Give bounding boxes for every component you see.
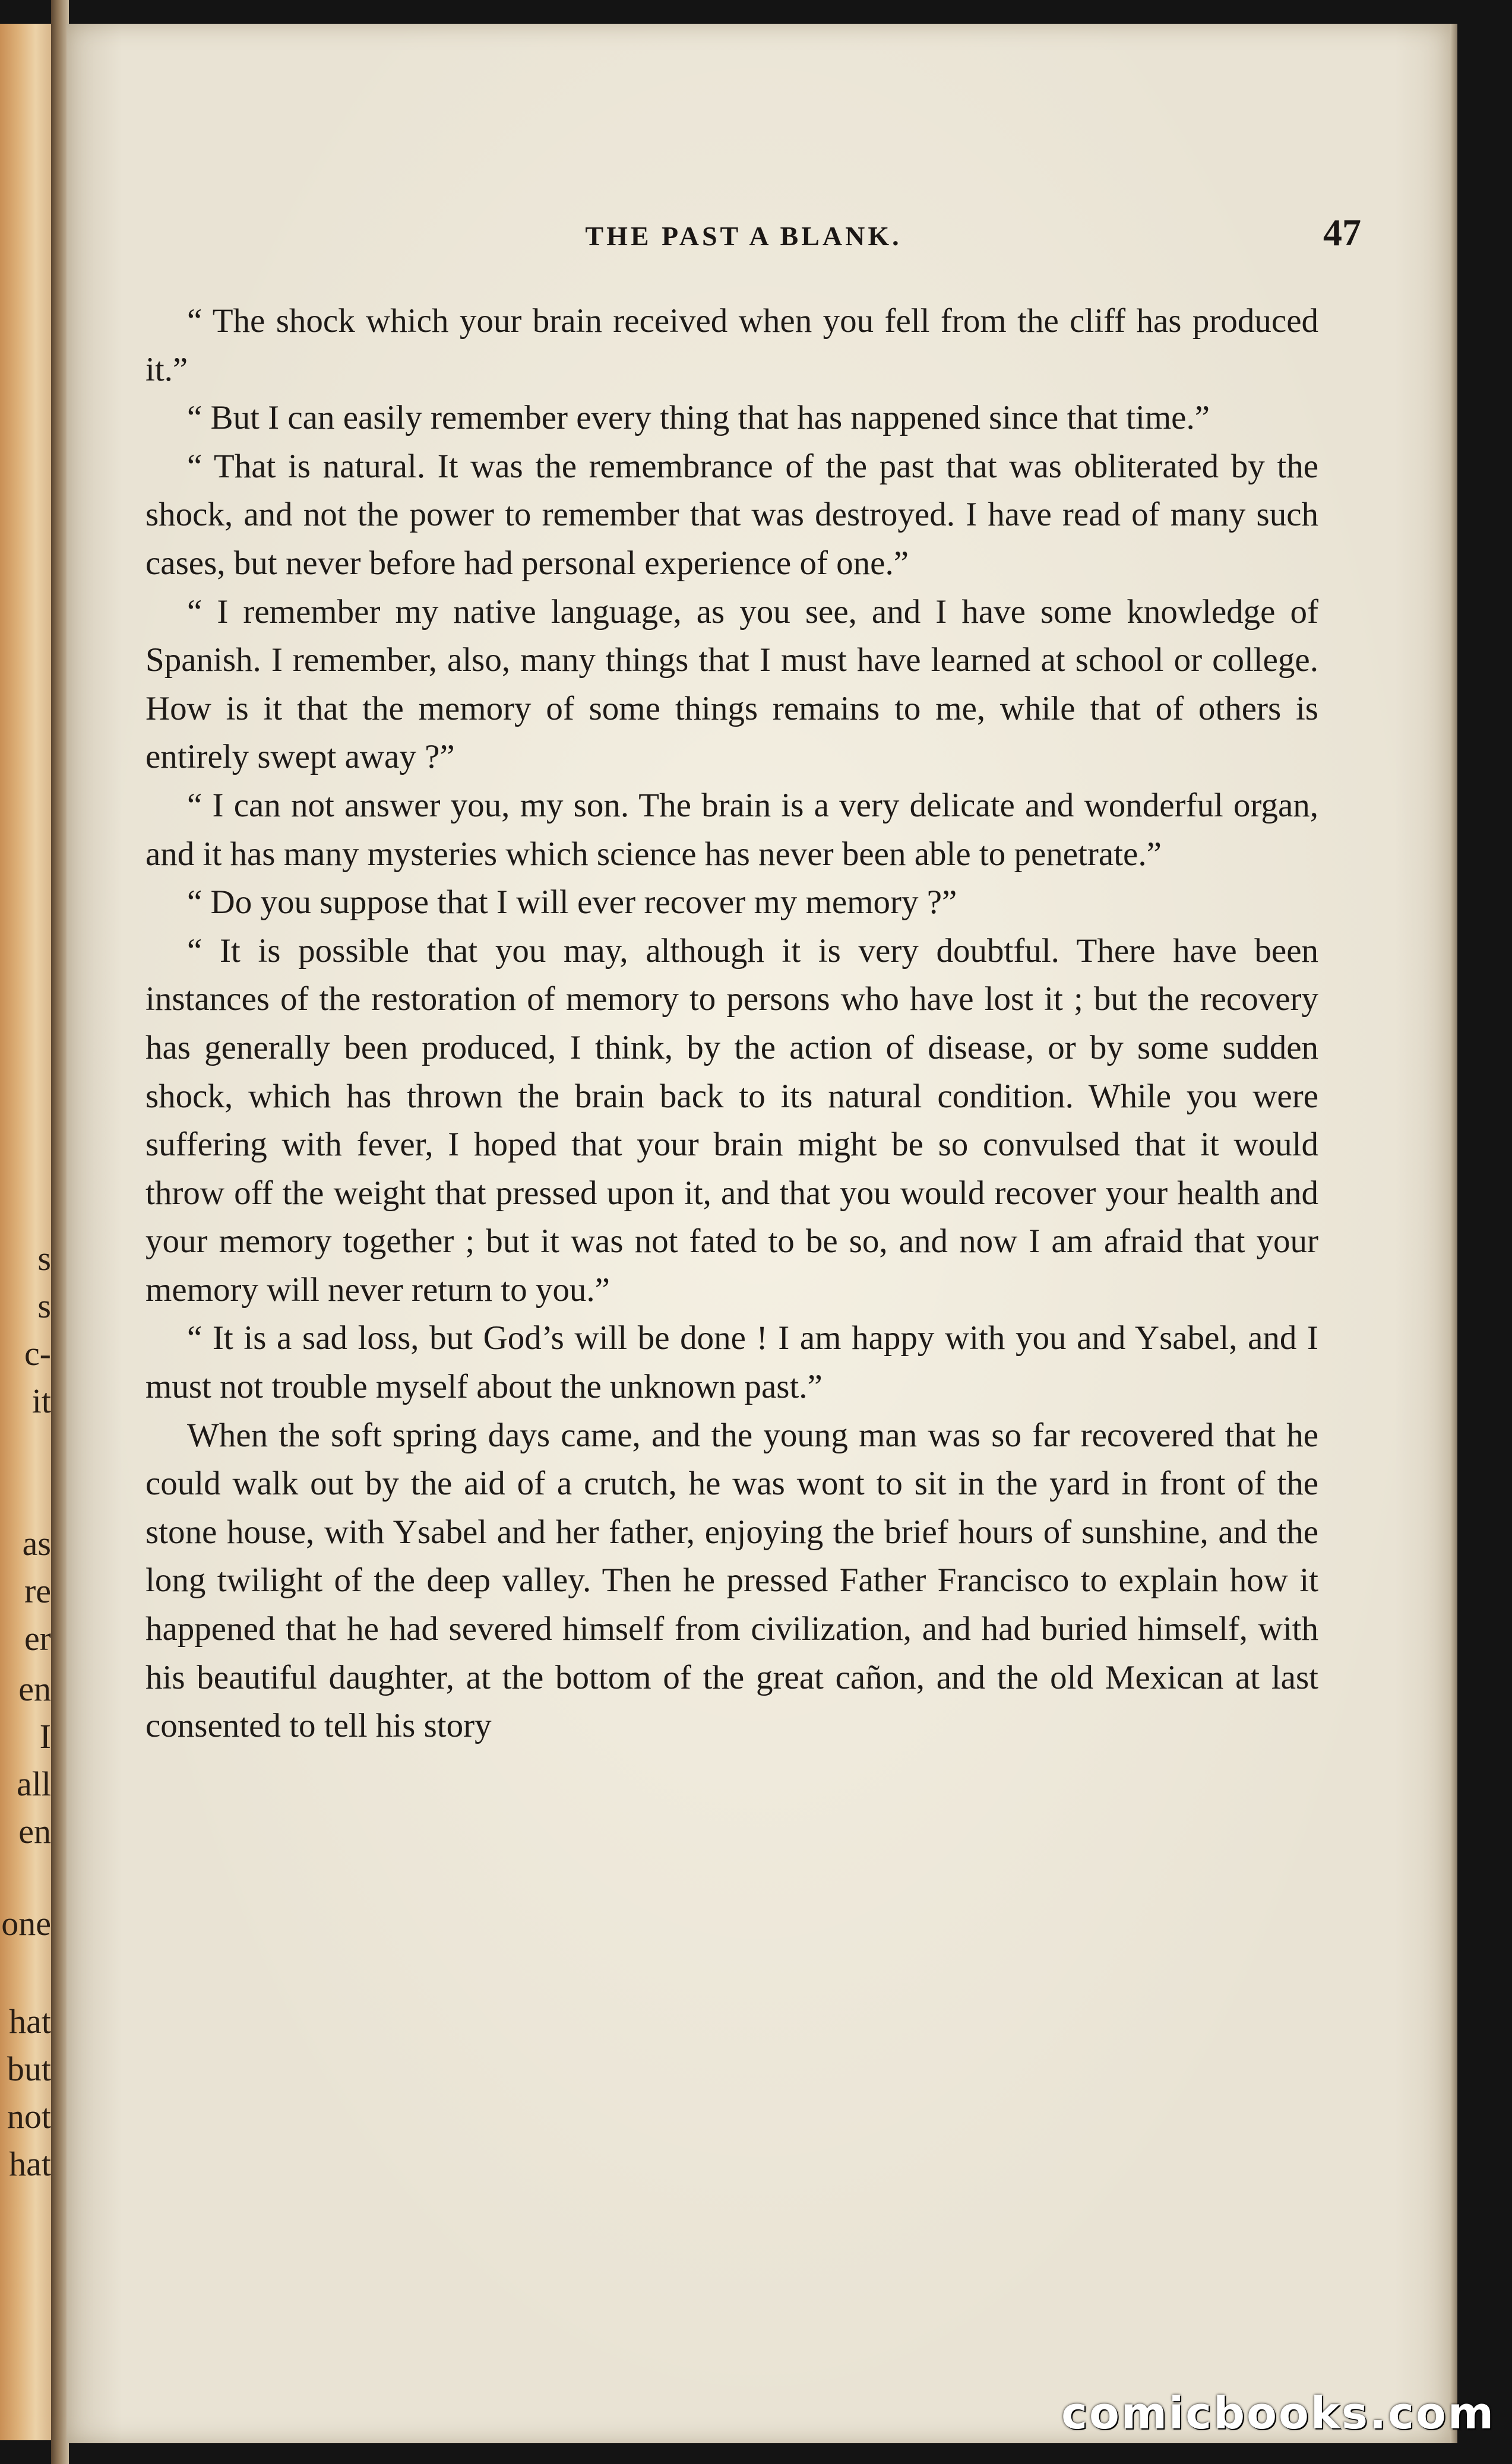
body-text [145,297,1318,1750]
book-page [67,24,1450,2443]
previous-page-fragment: en [18,1814,51,1849]
running-title: THE PAST A BLANK. [585,221,902,251]
paragraph: “ That is natural. It was the remembrance of the past that was obliterated by the shock, and not the power to remember that was destroyed. I have read of many such cases, but never before had personal experience of one.” [145,447,1318,582]
paragraph: “ The shock which your brain received when you fell from the cliff has produced it.” [145,302,1318,388]
previous-page-fragment: I [39,1719,51,1754]
paragraph: “ I can not answer you, my son. The brain is a very delicate and wonderful organ, and it has many mysteries which science has never been able to penetrate.” [145,786,1318,873]
previous-page-fragment: all [17,1766,51,1802]
paragraph: When the soft spring days came, and the young man was so far recovered that he could walk out by the aid of a crutch, he was wont to sit in the yard in front of the stone house, with Ysabel and her father, enjoying the brief hours of sunshine, and the long twilight of the deep valley. Then he pressed Father Francisco to explain how it happened that he had severed himself from civilization, and had buried himself, with his beautiful daughter, at the bottom of the great cañon, and the old Mexican at last consented to tell his story [145,1416,1318,1745]
page-right-edge [1450,24,1457,2443]
previous-page-fragment: it [31,1383,51,1419]
previous-page-fragment: s [37,1288,51,1324]
previous-page-fragment: not [7,2099,51,2134]
previous-page-fragments [0,24,51,2440]
previous-page-fragment: er [24,1621,51,1657]
previous-page-fragment: hat [9,2004,51,2039]
running-head [67,213,1450,260]
page-number: 47 [1323,211,1361,254]
paragraph: “ I remember my native language, as you see, and I have some knowledge of Spanish. I remember, also, many things that I must have learned at school or college. How is it that the memory of some things remains to me, while that of others is entirely swept away ?” [145,593,1318,776]
previous-page-edge [0,24,51,2440]
watermark: comicbooks.com [1061,2388,1495,2439]
paragraph: “ Do you suppose that I will ever recover my memory ?” [187,883,957,921]
previous-page-fragment: re [24,1573,51,1609]
previous-page-fragment: s [37,1241,51,1277]
previous-page-fragment: en [18,1671,51,1707]
previous-page-fragment: c- [24,1336,51,1372]
paragraph: “ But I can easily remember every thing that has nappened since that time.” [187,399,1210,437]
previous-page-fragment: one [1,1906,51,1942]
previous-page-fragment: hat [9,2146,51,2182]
previous-page-fragment: but [7,2051,51,2087]
paragraph: “ It is possible that you may, although it is very doubtful. There have been instances of the restoration of memory to persons who have lost it ; but the recovery has generally been produced, I think, by the action of disease, or by some sudden shock, which has thrown the brain back to its natural condition. While you were suffering with fever, I hoped that your brain might be so convulsed that it would throw off the weight that pressed upon it, and that you would recover your health and your memory together ; but it was not fated to be so, and now I am afraid that your memory will never return to you.” [145,932,1318,1309]
paragraph: “ It is a sad loss, but God’s will be done ! I am happy with you and Ysabel, and I must not trouble myself about the unknown past.” [145,1319,1318,1406]
previous-page-fragment: as [22,1526,51,1562]
